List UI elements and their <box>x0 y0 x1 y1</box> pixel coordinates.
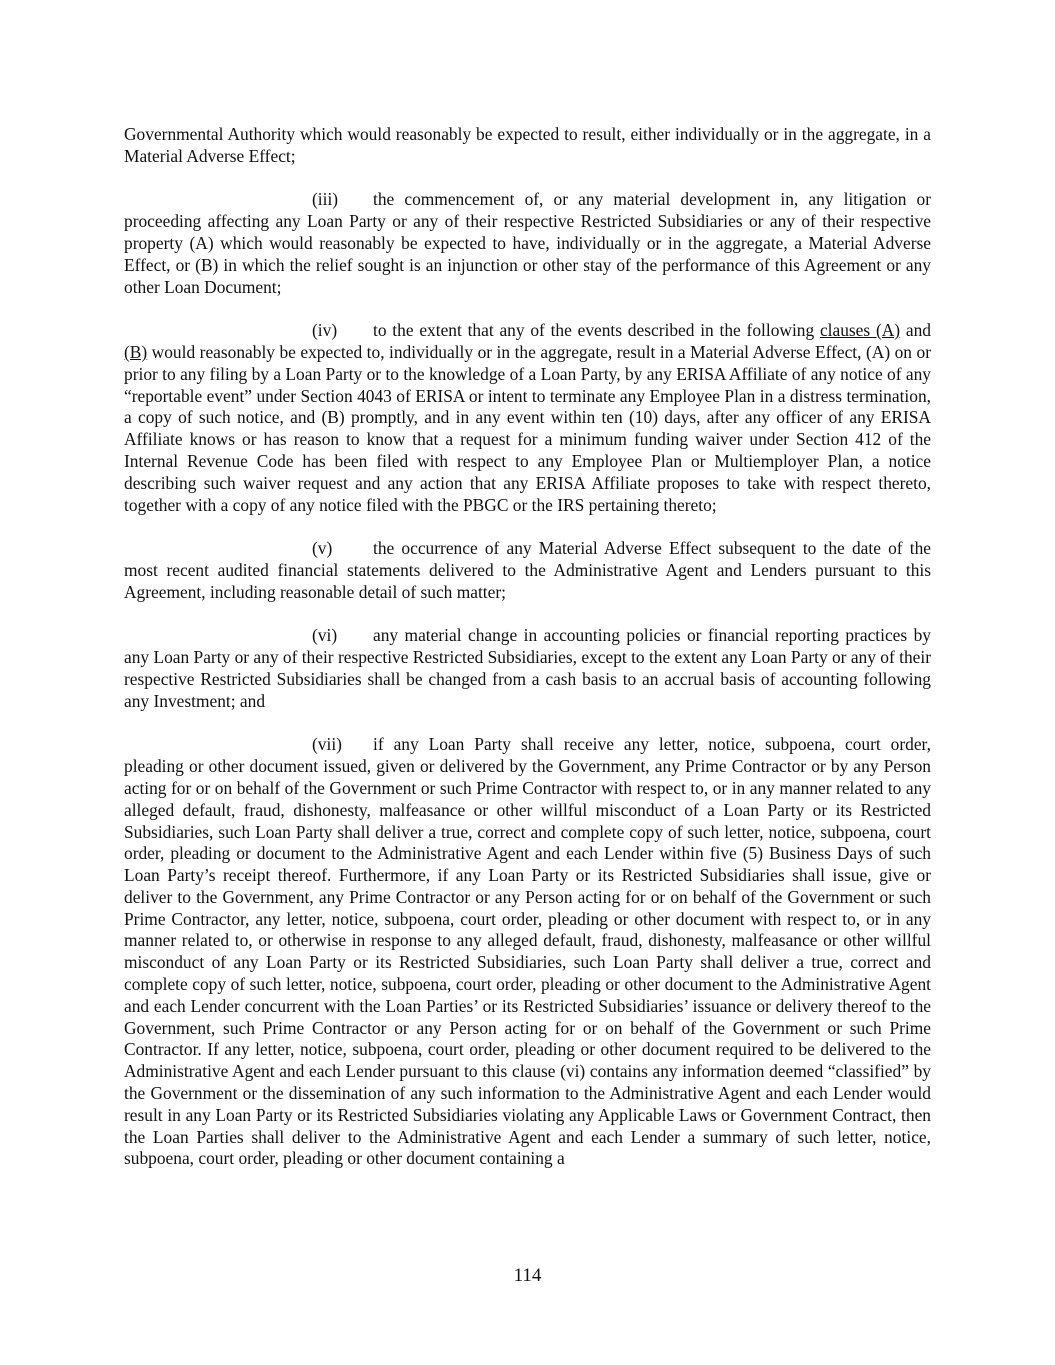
item-text-mid: and <box>900 320 931 341</box>
document-body <box>124 124 931 1192</box>
item-text: the occurrence of any Material Adverse Effect subsequent to the date of the most recent audited financial statements delivered to the Administrative Agent and Lenders pursuant to this Agreement, including reasonable detail of such matter; <box>124 538 931 602</box>
continuation-paragraph: Governmental Authority which would reasonably be expected to result, either individually or in the aggregate, in a Material Adverse Effect; <box>124 124 931 166</box>
list-item-vi <box>124 625 931 712</box>
list-item-vii <box>124 734 931 1170</box>
item-number: (vii) <box>312 734 342 755</box>
item-number: (vi) <box>312 625 338 646</box>
list-item-iv <box>124 320 931 516</box>
item-text-after: would reasonably be expected to, individually or in the aggregate, result in a Material Adverse Effect, (A) on or prior to any filing by a Loan Party or to the knowledge of a Loan Party, by any ERISA Affiliate of any notice of any “reportable event” under Section 4043 of ERISA or intent to terminate any Employee Plan in a distress termination, a copy of such notice, and (B) promptly, and in any event within ten (10) days, after any officer of any ERISA Affiliate knows or has reason to know that a request for a minimum funding waiver under Section 412 of the Internal Revenue Code has been filed with respect to any Employee Plan or Multiemployer Plan, a notice describing such waiver request and any action that any ERISA Affiliate proposes to take with respect thereto, together with a copy of any notice filed with the PBGC or the IRS pertaining thereto; <box>124 341 931 515</box>
page-number: 114 <box>513 1265 542 1286</box>
item-text-before: to the extent that any of the events described in the following <box>373 320 820 341</box>
item-text: the commencement of, or any material development in, any litigation or proceeding affecting any Loan Party or any of their respective Restricted Subsidiaries or any of their respective property (A) which would reasonably be expected to have, individually or in the aggregate, a Material Adverse Effect, or (B) in which the relief sought is an injunction or other stay of the performance of this Agreement or any other Loan Document; <box>124 189 931 297</box>
clause-reference-a: clauses (A) <box>819 320 901 341</box>
clause-reference-b: (B) <box>124 341 148 362</box>
item-text: if any Loan Party shall receive any letter, notice, subpoena, court order, pleading or other document issued, given or delivered by the Government, any Prime Contractor or by any Person acting for or on behalf of the Government or such Prime Contractor with respect to, or in any manner related to any alleged default, fraud, dishonesty, malfeasance or other willful misconduct of a Loan Party or its Restricted Subsidiaries, such Loan Party shall deliver a true, correct and complete copy of such letter, notice, subpoena, court order, pleading or document to the Administrative Agent and each Lender within five (5) Business Days of such Loan Party’s receipt thereof. Furthermore, if any Loan Party or its Restricted Subsidiaries shall issue, give or deliver to the Government, any Prime Contractor or any Person acting for or on behalf of the Government or such Prime Contractor, any letter, notice, subpoena, court order, pleading or other document with respect to, or in any manner related to, or otherwise in response to any alleged default, fraud, dishonesty, malfeasance or other willful misconduct of any Loan Party or its Restricted Subsidiaries, such Loan Party shall deliver a true, correct and complete copy of such letter, notice, subpoena, court order, pleading or other document to the Administrative Agent and each Lender concurrent with the Loan Parties’ or its Restricted Subsidiaries’ issuance or delivery thereof to the Government, such Prime Contractor or any Person acting for or on behalf of the Government or such Prime Contractor. If any letter, notice, subpoena, court order, pleading or other document required to be delivered to the Administrative Agent and each Lender pursuant to this clause (vi) contains any information deemed “classified” by the Government or the dissemination of any such information to the Administrative Agent and each Lender would result in any Loan Party or its Restricted Subsidiaries violating any Applicable Laws or Government Contract, then the Loan Parties shall deliver to the Administrative Agent and each Lender a summary of such letter, notice, subpoena, court order, pleading or other document containing a <box>124 734 931 1169</box>
item-number: (v) <box>312 538 333 559</box>
item-number: (iii) <box>312 189 339 210</box>
list-item-v <box>124 538 931 603</box>
list-item-iii <box>124 189 931 298</box>
item-number: (iv) <box>312 320 338 341</box>
item-text: any material change in accounting policies or financial reporting practices by any Loan Party or any of their respective Restricted Subsidiaries, except to the extent any Loan Party or any of their respective Restricted Subsidiaries shall be changed from a cash basis to an accrual basis of accounting following any Investment; and <box>124 625 931 711</box>
